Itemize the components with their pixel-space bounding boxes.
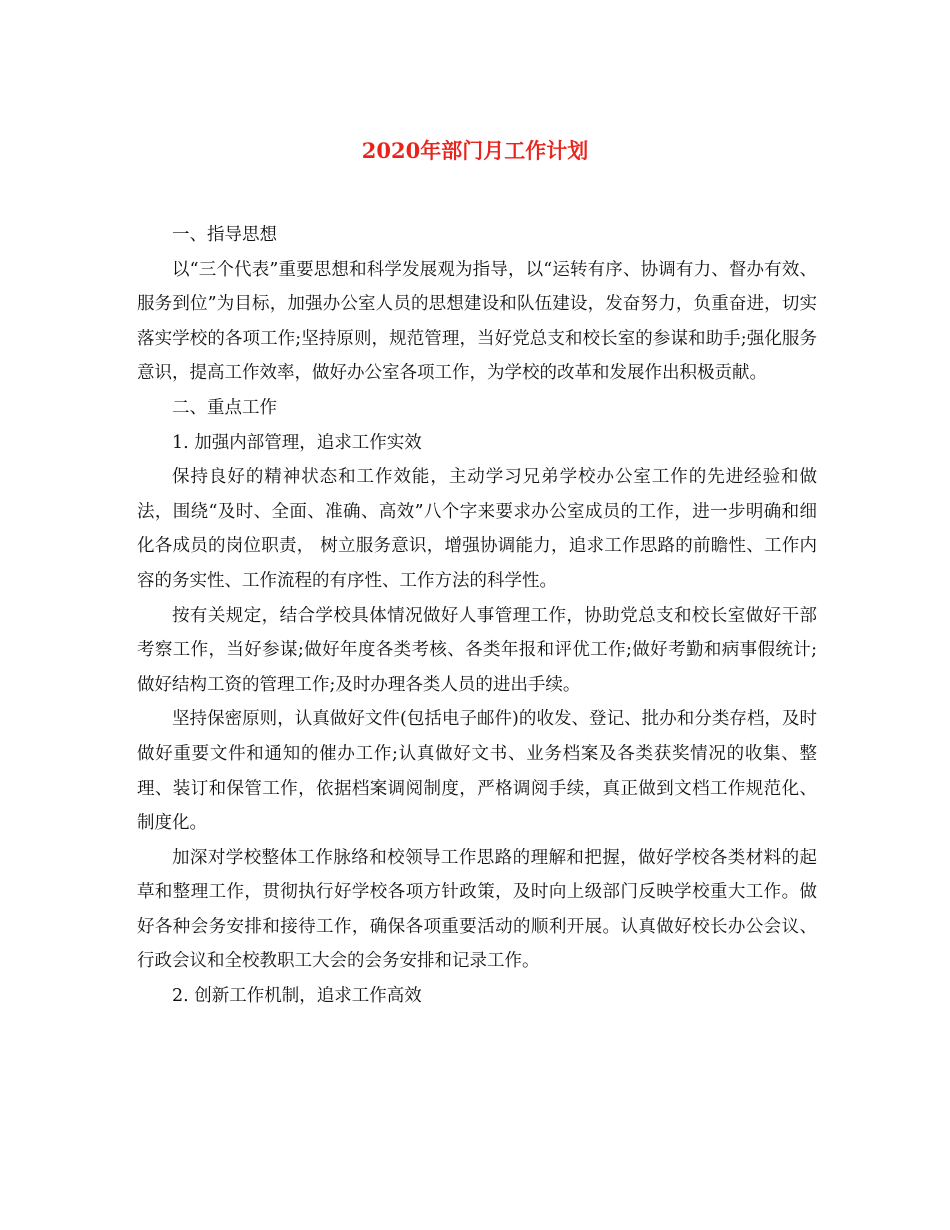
document-title: 2020年部门月工作计划: [361, 138, 589, 163]
document-body: [137, 218, 817, 1014]
subheading-innovation-mechanism: 2. 创新工作机制，追求工作高效: [172, 986, 422, 1007]
paragraph-personnel-management: 按有关规定，结合学校具体情况做好人事管理工作，协助党总支和校长室做好干部考察工作，当好参谋;做好年度各类考核、各类年报和评优工作;做好考勤和病事假统计;做好结构工资的管理工作;及时办理各类人员的进出手续。: [137, 605, 817, 695]
paragraph-drafting-meetings: 加深对学校整体工作脉络和校领导工作思路的理解和把握，做好学校各类材料的起草和整理工作，贯彻执行好学校各项方针政策，及时向上级部门反映学校重大工作。做好各种会务安排和接待工作，确保各项重要活动的顺利开展。认真做好校长办公会议、行政会议和全校教职工大会的会务安排和记录工作。: [137, 847, 817, 972]
paragraph-work-efficiency: 保持良好的精神状态和工作效能，主动学习兄弟学校办公室工作的先进经验和做法，围绕“及时、全面、准确、高效”八个字来要求办公室成员的工作，进一步明确和细化各成员的岗位职责， 树立服务意识，增强协调能力，追求工作思路的前瞻性、工作内容的务实性、工作流程的有序性、工作方法的科学性。: [137, 467, 817, 591]
paragraph-document-archiving: 坚持保密原则，认真做好文件(包括电子邮件)的收发、登记、批办和分类存档，及时做好重要文件和通知的催办工作;认真做好文书、业务档案及各类获奖情况的收集、整理、装订和保管工作，依据档案调阅制度，严格调阅手续，真正做到文档工作规范化、制度化。: [137, 709, 817, 834]
section-heading-key-work: 二、重点工作: [172, 397, 277, 418]
paragraph-guiding-ideology: 以“三个代表”重要思想和科学发展观为指导，以“运转有序、协调有力、督办有效、服务到位”为目标，加强办公室人员的思想建设和队伍建设，发奋努力，负重奋进，切实落实学校的各项工作;坚持原则，规范管理，当好党总支和校长室的参谋和助手;强化服务意识，提高工作效率，做好办公室各项工作，为学校的改革和发展作出积极贡献。: [137, 259, 817, 384]
section-heading-guiding-ideology: 一、指导思想: [172, 225, 277, 245]
subheading-internal-management: 1. 加强内部管理，追求工作实效: [172, 432, 422, 453]
